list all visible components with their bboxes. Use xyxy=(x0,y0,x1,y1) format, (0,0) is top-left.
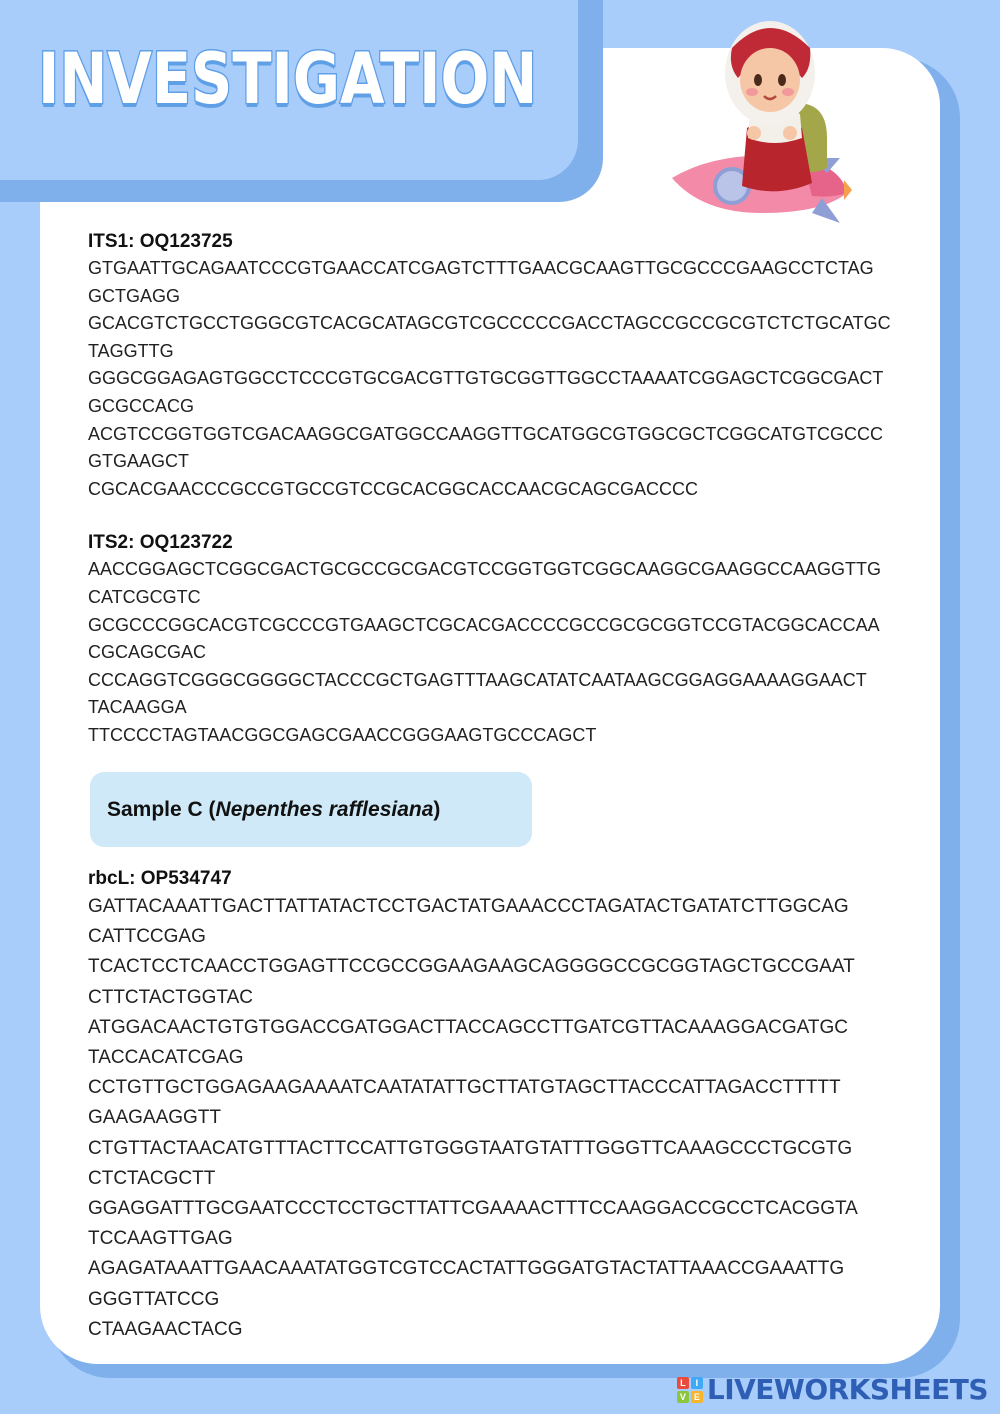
sequence-line: CGCACGAACCCGCCGTGCCGTCCGCACGGCACCAACGCAGCGACCCC xyxy=(88,478,699,499)
rbcl-sequence xyxy=(88,892,918,1345)
sequence-line: GCACGTCTGCCTGGGCGTCACGCATAGCGTCGCCCCCGACCTAGCCGCCGCGTCTCTGCATGC xyxy=(88,313,891,334)
sequence-line: TACAAGGA xyxy=(88,697,187,718)
sequence-line: GGGCGGAGAGTGGCCTCCCGTGCGACGTTGTGCGGTTGGCCTAAAATCGGAGCTCGGCGACT xyxy=(88,368,884,389)
sequence-line: CCCAGGTCGGGCGGGGCTACCCGCTGAGTTTAAGCATATCAATAAGCGGAGGAAAAGGAACT xyxy=(88,669,867,690)
logo-letter: E xyxy=(691,1391,703,1403)
sequence-line: GGGTTATCCG xyxy=(88,1288,220,1310)
sequence-line: CATTCCGAG xyxy=(88,926,206,948)
logo-letter: I xyxy=(691,1377,703,1389)
sample-c-label xyxy=(90,772,532,847)
sequence-line: TACCACATCGAG xyxy=(88,1047,244,1069)
its2-sequence xyxy=(88,556,918,749)
sequence-line: CATCGCGTC xyxy=(88,586,201,607)
sequence-line: AACCGGAGCTCGGCGACTGCGCCGCGACGTCCGGTGGTCGGCAAGGCGAAGGCCAAGGTTG xyxy=(88,559,882,580)
sequence-line: TTCCCCTAGTAACGGCGAGCGAACCGGGAAGTGCCCAGCT xyxy=(88,724,597,745)
sequence-line: TAGGTTG xyxy=(88,340,174,361)
sequence-line: GCTGAGG xyxy=(88,285,181,306)
sequence-line: GCGCCCGGCACGTCGCCCGTGAAGCTCGCACGACCCCGCCGCGCGGTCCGTACGGCACCAA xyxy=(88,614,880,635)
sequence-line: AGAGATAAATTGAACAAATATGGTCGTCCACTATTGGGATGTACTATTAAACCGAAATTG xyxy=(88,1258,845,1280)
liveworksheets-brand[interactable] xyxy=(677,1373,988,1406)
sequence-line: GATTACAAATTGACTTATTATACTCCTGACTATGAAACCCTAGATACTGATATCTTGGCAG xyxy=(88,896,849,917)
sequence-line: TCACTCCTCAACCTGGAGTTCCGCCGGAAGAAGCAGGGGCCGCGGTAGCTGCCGAAT xyxy=(88,956,855,978)
sequence-line: ACGTCCGGTGGTCGACAAGGCGATGGCCAAGGTTGCATGGCGTGGCGCTCGGCATGTCGCCC xyxy=(88,423,883,444)
rbcl-heading: rbcL: OP534747 xyxy=(88,868,232,889)
sample-suffix: ) xyxy=(433,797,441,821)
page-title: INVESTIGATION xyxy=(38,38,538,120)
sequence-line: CTCTACGCTT xyxy=(88,1167,216,1189)
sequence-content xyxy=(88,229,918,750)
sequence-line: CGCAGCGAC xyxy=(88,642,207,663)
its1-sequence xyxy=(88,255,918,503)
sequence-line: TCCAAGTTGAG xyxy=(88,1228,233,1250)
sequence-line: GTGAAGCT xyxy=(88,451,190,472)
brand-name: LIVEWORKSHEETS xyxy=(706,1373,988,1406)
sequence-line: GGAGGATTTGCGAATCCCTCCTGCTTATTCGAAAACTTTCCAAGGACCGCCTCACGGTA xyxy=(88,1198,858,1220)
sequence-line: GAAGAAGGTT xyxy=(88,1107,222,1129)
sequence-line: CTTCTACTGGTAC xyxy=(88,986,253,1008)
girl-on-rocket-icon xyxy=(662,8,852,228)
sequence-line: CTAAGAACTACG xyxy=(88,1318,243,1340)
rbcl-content xyxy=(88,866,918,1345)
logo-letter: V xyxy=(677,1391,689,1403)
sample-species: Nepenthes rafflesiana xyxy=(215,797,434,821)
its2-heading: ITS2: OQ123722 xyxy=(88,532,233,554)
liveworksheets-logo-icon xyxy=(677,1377,703,1403)
sample-prefix: Sample C ( xyxy=(107,797,216,821)
sequence-line: CTGTTACTAACATGTTTACTTCCATTGTGGGTAATGTATTTGGGTTCAAAGCCCTGCGTG xyxy=(88,1137,853,1159)
sequence-line: ATGGACAACTGTGTGGACCGATGGACTTACCAGCCTTGATCGTTACAAAGGACGATGC xyxy=(88,1016,849,1038)
logo-letter: L xyxy=(677,1377,689,1389)
sequence-line: CCTGTTGCTGGAGAAGAAAATCAATATATTGCTTATGTAGCTTACCCATTAGACCTTTTT xyxy=(88,1077,841,1099)
sequence-line: GCGCCACG xyxy=(88,395,195,416)
sequence-line: GTGAATTGCAGAATCCCGTGAACCATCGAGTCTTTGAACGCAAGTTGCGCCCGAAGCCTCTAG xyxy=(88,258,874,278)
its1-heading: ITS1: OQ123725 xyxy=(88,231,233,252)
